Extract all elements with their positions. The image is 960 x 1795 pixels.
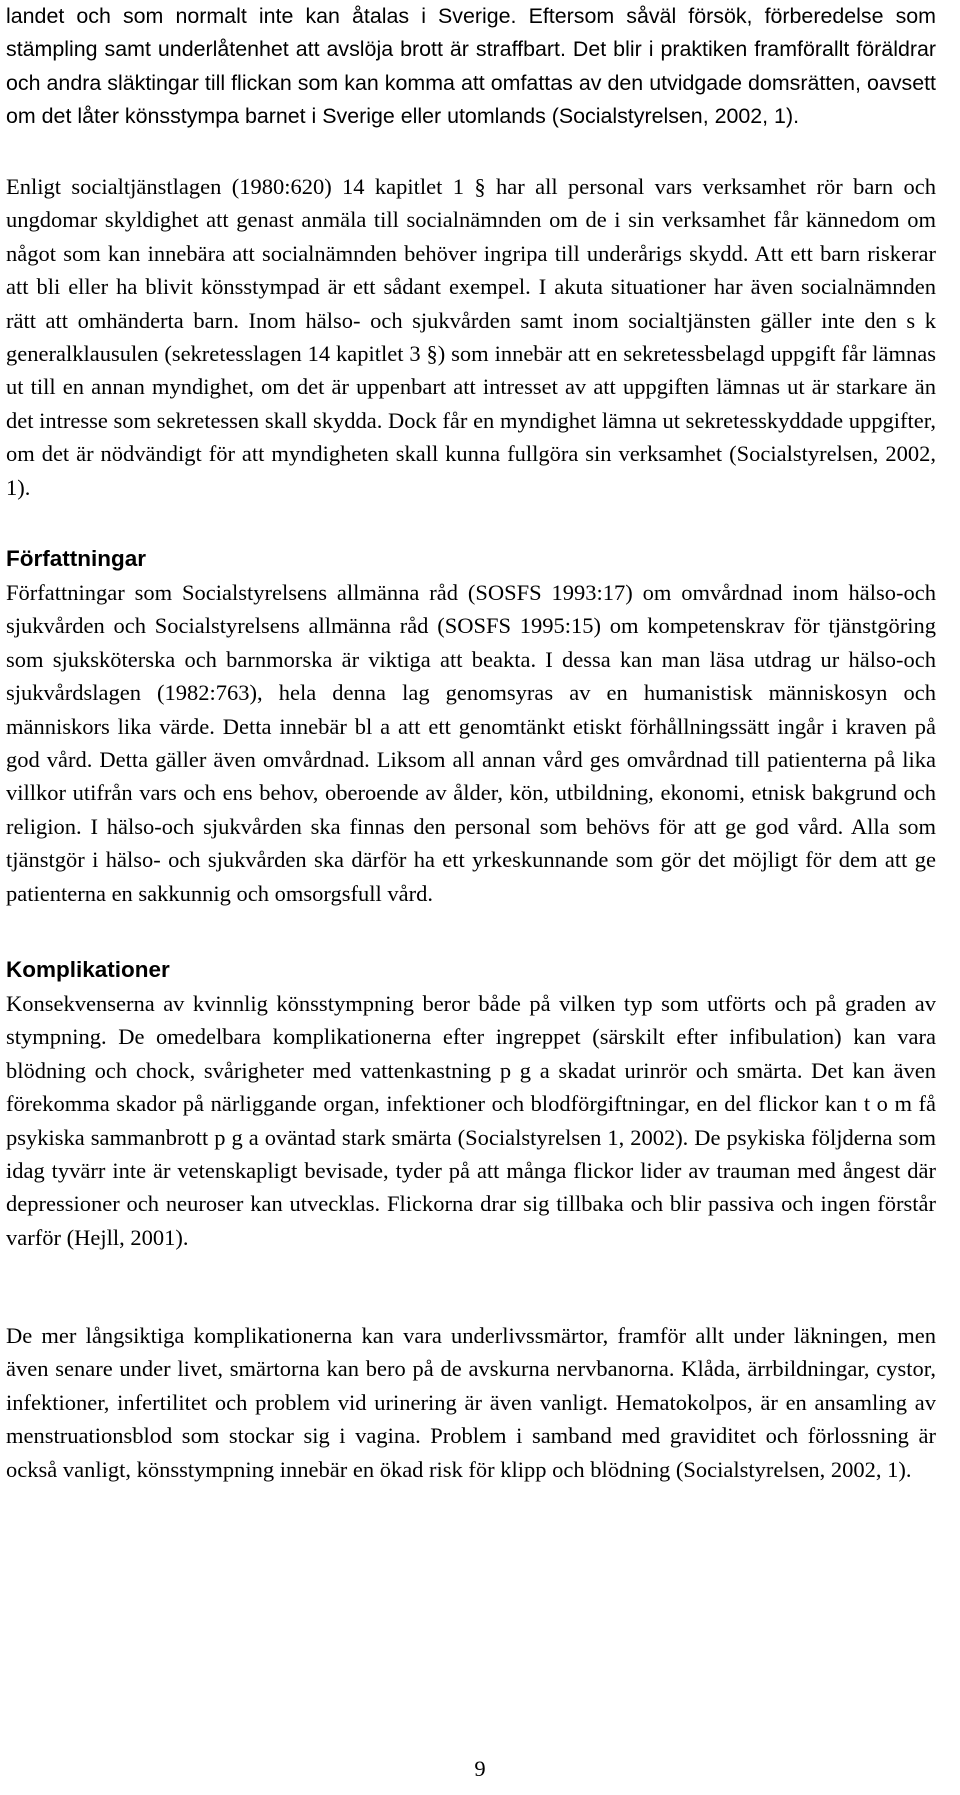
paragraph-komplikationer: Konsekvenserna av kvinnlig könsstympning beror både på vilken typ som utförts och på graden av stympning. De omedelbara komplikationerna efter ingreppet (särskilt efter infibulation) kan vara blödning och chock, svårigheter med vattenkastning p g a skadat urinrör och smärta. Det kan även förekomma skador på närliggande organ, infektioner och blodförgiftningar, en del flickor kan t o m få psykiska sammanbrott p g a oväntad stark smärta (Socialstyrelsen 1, 2002). De psykiska följderna som idag tyvärr inte är vetenskapligt bevisade, tyder på att många flickor lider av trauman med ångest där depressioner och neuroser kan utvecklas. Flickorna drar sig tillbaka och blir passiva och ingen förstår varför (Hejll, 2001).	[6, 991, 936, 1250]
heading-komplikationer: Komplikationer	[6, 957, 170, 982]
paragraph-forfattningar: Författningar som Socialstyrelsens allmänna råd (SOSFS 1993:17) om omvårdnad inom hälso-och sjukvården och Socialstyrelsens allmänna råd (SOSFS 1995:15) om kompetenskrav för tjänstgöring som sjuksköterska och barnmorska är viktiga att beakta. I dessa kan man läsa utdrag ur hälso-och sjukvårdslagen (1982:763), hela denna lag genomsyras av en humanistisk människosyn och människors lika värde. Detta innebär bl a att ett genomtänkt etiskt förhållningssätt ingår i kraven på god vård. Detta gäller även omvårdnad. Liksom all annan vård ges omvårdnad till patienterna på lika villkor utifrån vars och ens behov, oberoende av ålder, kön, utbildning, ekonomi, etnisk bakgrund och religion. I hälso-och sjukvården ska finnas den personal som behövs för att ge god vård. Alla som tjänstgör i hälso- och sjukvården ska därför ha ett yrkeskunnande som gör det möjligt för dem att ge patienterna en sakkunnig och omsorgsfull vård.	[6, 580, 936, 906]
paragraph-socialtjanstlagen: Enligt socialtjänstlagen (1980:620) 14 kapitlet 1 § har all personal vars verksamhet rör barn och ungdomar skyldighet att genast anmäla till socialnämnden om de i sin verksamhet får kännedom om något som kan innebära att socialnämnden behöver ingripa till underårigs skydd. Att ett barn riskerar att bli eller ha blivit könsstympad är ett sådant exempel. I akuta situationer har även socialnämnden rätt att omhänderta barn. Inom hälso- och sjukvården samt inom socialtjänsten gäller inte den s k generalklausulen (sekretesslagen 14 kapitlet 3 §) som innebär att en sekretessbelagd uppgift får lämnas ut till en annan myndighet, om det är uppenbart att intresset av att uppgiften lämnas ut är starkare än det intresse som sekretessen skall skydda. Dock får en myndighet lämna ut sekretesskyddade uppgifter, om det är nödvändigt för att myndigheten skall kunna fullgöra sin verksamhet (Socialstyrelsen, 2002, 1).	[6, 174, 936, 500]
paragraph-intro: landet och som normalt inte kan åtalas i Sverige. Eftersom såväl försök, förberedelse som stämpling samt underlåtenhet att avslöja brott är straffbart. Det blir i praktiken framförallt föräldrar och andra släktingar till flickan som kan komma att omfattas av den utvidgade domsrätten, oavsett om det låter könsstympa barnet i Sverige eller utomlands (Socialstyrelsen, 2002, 1).	[6, 4, 936, 129]
paragraph-longterm-complications: De mer långsiktiga komplikationerna kan vara underlivssmärtor, framför allt under läkningen, men även senare under livet, smärtorna kan bero på de avskurna nervbanorna. Klåda, ärrbildningar, cystor, infektioner, infertilitet och problem vid urinering är även vanligt. Hematokolpos, är en ansamling av menstruationsblod som stockar sig i vagina. Problem i samband med graviditet och förlossning är också vanligt, könsstympning innebär en ökad risk för klipp och blödning (Socialstyrelsen, 2002, 1).	[6, 1323, 936, 1482]
heading-forfattningar: Författningar	[6, 546, 146, 571]
page-number: 9	[474, 1756, 486, 1781]
